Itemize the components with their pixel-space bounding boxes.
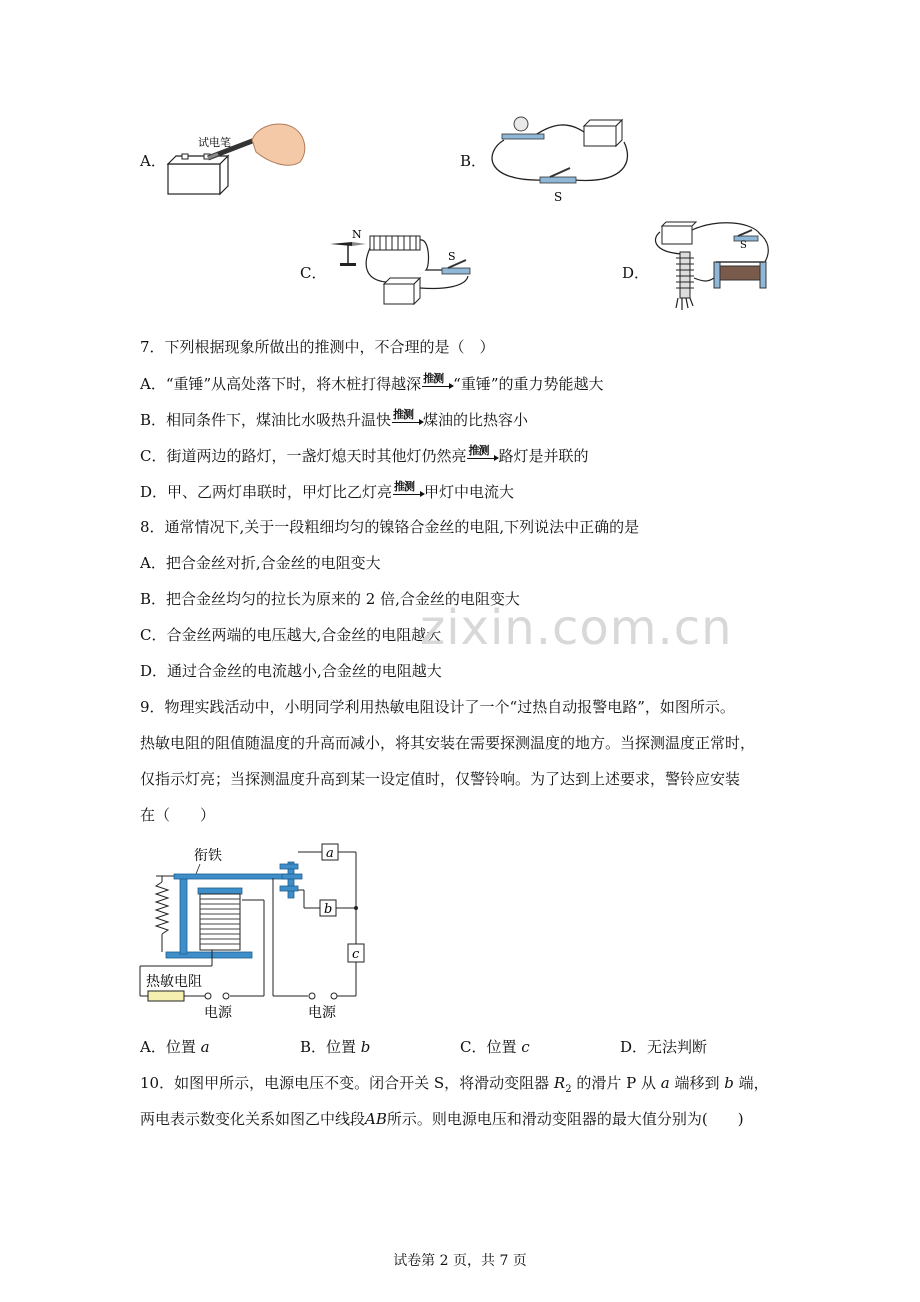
switch-s-label: S (448, 250, 456, 263)
switch-s-label: S (554, 190, 563, 204)
infer-arrow-icon: 推测 (392, 409, 422, 427)
q8-option-b: B．把合金丝均匀的拉长为原来的 2 倍,合金丝的电阻变大 (140, 590, 520, 608)
pen-label: 试电笔 (198, 136, 231, 149)
figure-a-label: A． (140, 152, 166, 170)
box-c-label: c (352, 947, 360, 962)
q9-option-a: A．位置 a (140, 1038, 210, 1056)
q9-stem-line-1: 9．物理实践活动中，小明同学利用热敏电阻设计了一个“过热自动报警电路”，如图所示。 (140, 698, 735, 716)
q9-option-c: C．位置 c (460, 1038, 530, 1056)
q9-alarm-circuit-diagram (138, 840, 378, 1025)
figure-c-circuit (326, 226, 476, 311)
q7-option-c: C．街道两边的路灯，一盏灯熄天时其他灯仍然亮 推测 路灯是并联的 (140, 444, 589, 465)
q7-stem: 7．下列根据现象所做出的推测中，不合理的是（ ） (140, 338, 495, 356)
figure-a-pen-test (160, 118, 310, 203)
q9-stem-line-4: 在（ ） (140, 806, 216, 824)
q8-option-c: C．合金丝两端的电压越大,合金丝的电阻越大 (140, 626, 442, 644)
figure-b-circuit (484, 112, 644, 207)
q9-option-d: D．无法判断 (620, 1038, 708, 1056)
q9-stem-line-3: 仅指示灯亮；当探测温度升高到某一设定值时，仅警铃响。为了达到上述要求，警铃应安装 (140, 770, 741, 788)
box-a-label: a (326, 846, 334, 861)
figure-d-circuit (648, 218, 778, 318)
q7-option-a: A．“重锤”从高处落下时，将木桩打得越深 推测 “重锤”的重力势能越大 (140, 372, 604, 393)
q8-option-a: A．把合金丝对折,合金丝的电阻变大 (140, 554, 381, 572)
q7-option-d: D．甲、乙两灯串联时，甲灯比乙灯亮 推测 甲灯中电流大 (140, 480, 515, 501)
q8-option-d: D．通过合金丝的电流越小,合金丝的电阻越大 (140, 662, 442, 680)
figure-b-label: B． (460, 152, 487, 170)
infer-arrow-icon: 推测 (393, 481, 423, 499)
q8-stem: 8．通常情况下,关于一段粗细均匀的镍铬合金丝的电阻,下列说法中正确的是 (140, 518, 640, 536)
armature-label: 衔铁 (194, 848, 222, 864)
thermistor-label: 热敏电阻 (146, 974, 202, 990)
pole-n-label: N (352, 228, 362, 241)
q10-line-2: 两电表示数变化关系如图乙中线段AB所示。则电源电压和滑动变阻器的最大值分别为( ) (140, 1110, 744, 1128)
watermark: zixin.com.cn (420, 600, 733, 656)
box-b-label: b (324, 902, 333, 917)
power-source-2-label: 电源 (308, 1005, 336, 1021)
q10-line-1: 10．如图甲所示，电源电压不变。闭合开关 S，将滑动变阻器 $R_2$ 的滑片 P 从 a 端移到 b 端， (140, 1074, 769, 1095)
q9-option-b: B．位置 b (300, 1038, 371, 1056)
q9-stem-line-2: 热敏电阻的阻值随温度的升高而减小，将其安装在需要探测温度的地方。当探测温度正常时， (140, 734, 756, 752)
infer-arrow-icon: 推测 (422, 373, 452, 391)
power-source-1-label: 电源 (204, 1005, 232, 1021)
q7-option-b: B．相同条件下，煤油比水吸热升温快 推测 煤油的比热容小 (140, 408, 529, 429)
switch-s-label: S (740, 240, 747, 251)
page-footer: 试卷第 2 页，共 7 页 (393, 1253, 527, 1269)
infer-arrow-icon: 推测 (467, 445, 497, 463)
figure-c-label: C． (300, 264, 327, 282)
figure-d-label: D． (622, 264, 650, 282)
